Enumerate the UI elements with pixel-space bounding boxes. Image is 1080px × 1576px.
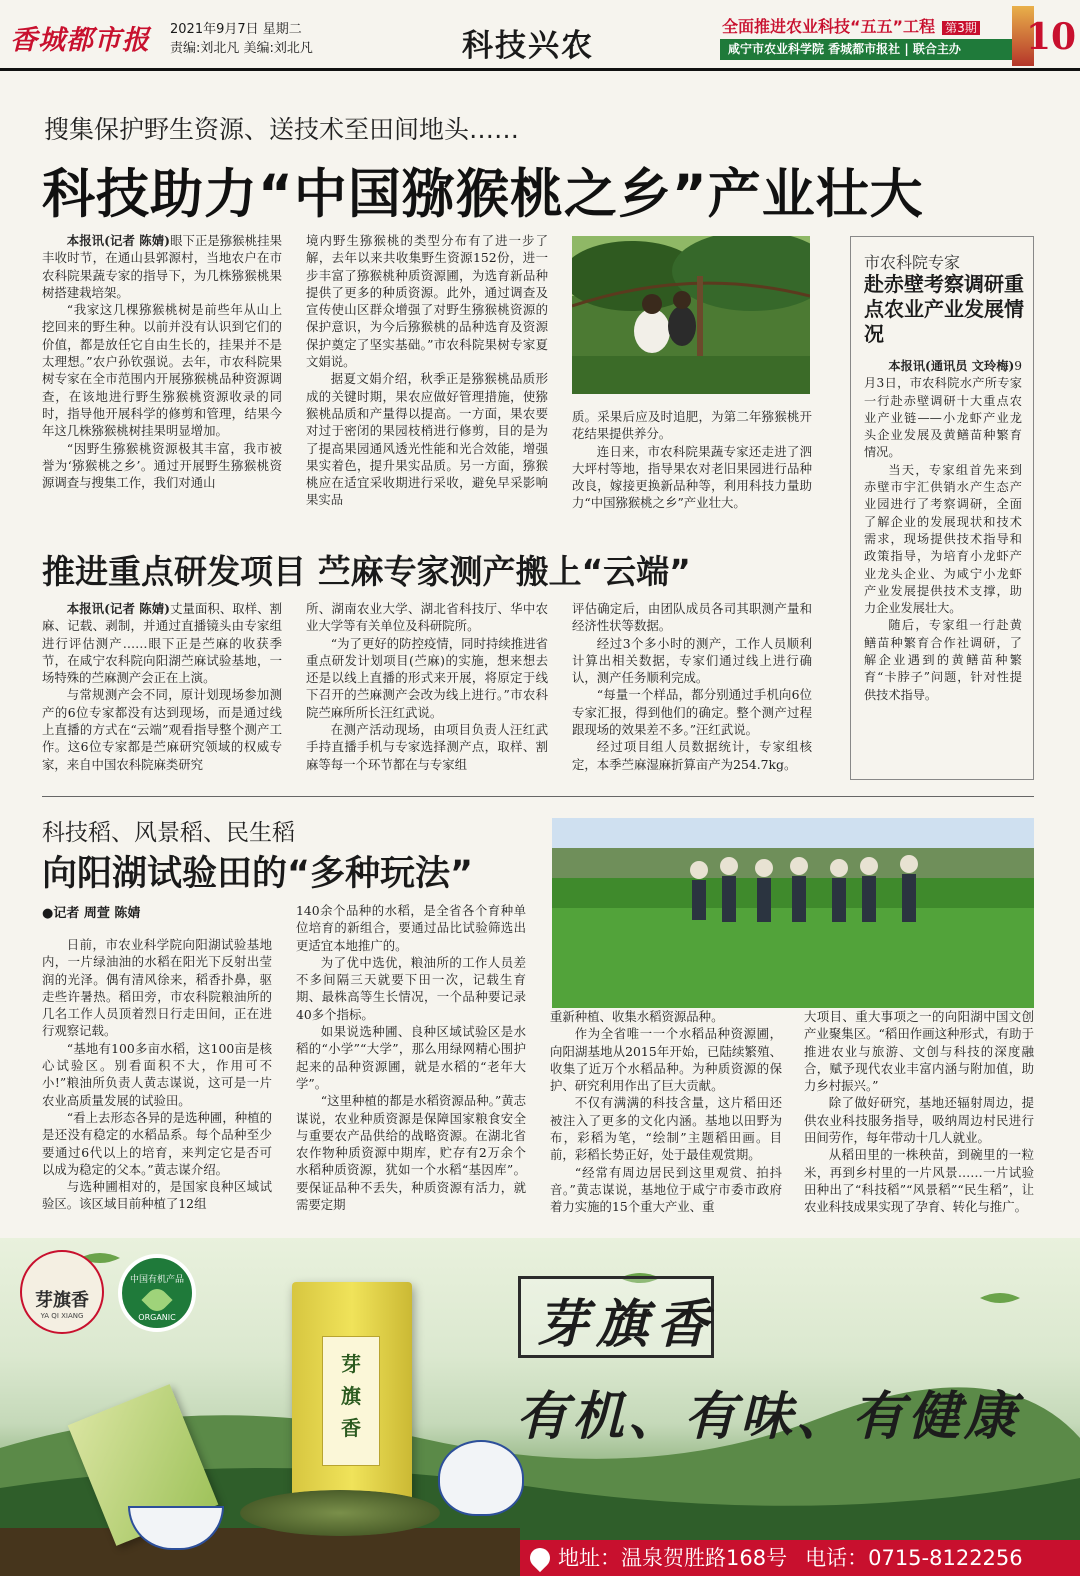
story3-p8: “这里种植的都是水稻资源品种。”黄志谋说，农业种质资源是保障国家粮食安全与重要农产品供给的战略资源。在湖北省农作物种质资源中期库，贮存有2万余个水稻种质资源，犹如一个水稻“基因库”。要保证品种不丢失，种质资源有活力，就需要定期 bbox=[296, 1093, 526, 1213]
story2-p5: 在测产活动现场，由项目负责人汪红武手持直播手机与专家选择测产点，取样、割麻等每一个环节都在与专家组 bbox=[306, 722, 548, 772]
organic-seal-text: 中国有机产品 bbox=[129, 1275, 184, 1285]
story3-p11: 不仅有满满的科技含量，这片稻田还被注入了更多的文化内涵。基地以田野为布，彩稻为笔，“绘制”主题稻田画。目前，彩稻长势正好，处于最佳观赏期。 bbox=[550, 1095, 782, 1163]
story3-p2: “基地有100多亩水稻，这100亩是核心试验区。别看面积不大，作用可不小!”粮油所负责人黄志谋说，这可是一片农业高质量发展的试验田。 bbox=[42, 1040, 272, 1108]
organic-certification-seal bbox=[118, 1254, 196, 1332]
story2-col2 bbox=[306, 600, 548, 778]
story3-p3: “看上去形态各异的是选种圃，种植的是还没有稳定的水稻品系。每个品种至少要通过6代以上的培育，来判定它是否可以成为稳定的父本。”黄志谋介绍。 bbox=[42, 1109, 272, 1177]
story1-p1: 眼下正是猕猴桃挂果丰收时节，在通山县郭源村，当地农户在市农科院果蔬专家的指导下，为几株猕猴桃果树搭建栽培架。 bbox=[42, 233, 282, 300]
story3-col3 bbox=[550, 1008, 782, 1222]
masthead-paper-logo: 香城都市报 bbox=[10, 25, 150, 56]
story3-p10: 作为全省唯一一个水稻品种资源圃，向阳湖基地从2015年开始，已陆续繁殖、收集了近万个水稻品种。为种质资源的保护、研究利用作出了巨大贡献。 bbox=[550, 1026, 782, 1094]
masthead-editors: 责编:刘北凡 美编:刘北凡 bbox=[170, 41, 313, 56]
story2-col1 bbox=[42, 600, 282, 778]
story2-p1: 丈量面积、取样、割麻、记载、剥制，并通过直播镜头由专家组进行评估测产……眼下正是苎麻的收获季节，在咸宁农科院向阳湖苎麻试验基地，一场特殊的苎麻测产会正在上演。 bbox=[42, 601, 282, 686]
story3-p5: 140余个品种的水稻，是全省各个育种单位培育的新组合，要通过品比试验筛选出更适宜本地推广的。 bbox=[296, 903, 526, 953]
story3-byline: ●记者 周萱 陈婧 bbox=[42, 906, 141, 921]
brand-logo-seal bbox=[20, 1250, 104, 1334]
organic-seal-en: ORGANIC bbox=[138, 1313, 176, 1322]
page-number: 10 bbox=[1026, 16, 1077, 58]
tea-leaves-pile bbox=[240, 1490, 440, 1536]
story1-p4: 境内野生猕猴桃的类型分布有了进一步了解，去年以来共收集野生资源152份，进一步丰富了猕猴桃种质资源圃，为选育新品种提供了更多的种质资源。此外，通过调查及宣传使山区群众增强了对野生猕猴桃资源的保护意识，为今后猕猴桃的品种选育及资源保护奠定了坚实基础。”市农科院果树专家夏文娟说。 bbox=[306, 233, 548, 370]
story2-col3 bbox=[572, 600, 812, 778]
sidebar-headline: 赴赤壁考察调研重点农业产业发展情况 bbox=[864, 272, 1024, 346]
organic-leaf-icon bbox=[141, 1284, 172, 1315]
story2-p6: 评估确定后，由团队成员各司其职测产量和经济性状等数据。 bbox=[572, 601, 812, 634]
rice-field-illustration bbox=[552, 818, 1034, 1008]
sidebar-p3: 随后，专家组一行赴黄鳝苗种繁育合作社调研，了解企业遇到的黄鳝苗种繁育“卡脖子”问题，针对性提供技术指导。 bbox=[864, 618, 1022, 702]
story3-p4: 与选种圃相对的，是国家良种区域试验区。该区域目前种植了12组 bbox=[42, 1179, 272, 1212]
story1-p6: 质。采果后应及时追肥，为第二年猕猴桃开花结果提供养分。 bbox=[572, 409, 812, 442]
story1-col3 bbox=[572, 408, 812, 520]
story1-col1 bbox=[42, 232, 282, 520]
story2-p3: 所、湖南农业大学、湖北省科技厅、华中农业大学等有关单位及科研院所。 bbox=[306, 601, 548, 634]
banner-title: 全面推进农业科技“五五”工程 bbox=[722, 17, 936, 36]
sidebar-p2: 当天，专家组首先来到赤壁市宇汇供销水产生态产业园进行了考察调研，全面了解企业的发展现状和技术需求，现场提供技术指导和政策指导，为培育小龙虾产业龙头企业、为咸宁小龙虾产业发展提供技术支撑，助力企业发展壮大。 bbox=[864, 462, 1022, 616]
story2-p7: 经过3个多小时的测产，工作人员顺利计算出相关数据，专家们通过线上进行确认，测产任务顺利完成。 bbox=[572, 635, 812, 686]
sidebar-p1: 9月3日，市农科院水产所专家一行赴赤壁调研十大重点农业产业链——小龙虾产业龙头企业发展及黄鳝苗种繁育情况。 bbox=[864, 359, 1022, 460]
story2-byline: 本报讯(记者 陈婧) bbox=[66, 601, 171, 616]
story1-byline: 本报讯(记者 陈婧) bbox=[66, 233, 171, 248]
ad-slogan: 有机、有味、有健康 bbox=[516, 1386, 1021, 1447]
ad-contact-bar bbox=[520, 1540, 1080, 1576]
story1-p7: 连日来，市农科院果蔬专家还走进了泗大坪村等地，指导果农对老旧果园进行品种改良，嫁接更换新品种等，利用科技力量助力“中国猕猴桃之乡”产业壮大。 bbox=[572, 443, 812, 511]
masthead-rule bbox=[0, 68, 1080, 71]
tea-box-label: 芽旗香 bbox=[341, 1352, 361, 1440]
story1-p5: 据夏文娟介绍，秋季正是猕猴桃品质形成的关键时期，果农应做好管理措施，使猕猴桃品质和产量得以提高。一方面，果农要对过于密闭的果园枝梢进行修剪，目的是为了提高果园通风透光性能和光合效能，增强果实着色，提升果实品质。另一方面，猕猴桃应在适宜采收期进行采收，避免早采影响果实品 bbox=[306, 371, 548, 508]
ad-phone: 电话：0715-8122256 bbox=[805, 1546, 1023, 1570]
story3-p1: 日前，市农业科学院向阳湖试验基地内，一片绿油油的水稻在阳光下反射出莹润的光泽。偶有清风徐来，稻香扑鼻，驱走些许暑热。稻田旁，市农科院粮油所的几名工作人员顶着烈日行走田间，正在进行观察记载。 bbox=[42, 937, 272, 1039]
section-title: 科技兴农 bbox=[462, 28, 594, 64]
banner-title-block bbox=[722, 14, 1012, 37]
story2-p9: 经过项目组人员数据统计，专家组核定，本季苎麻湿麻折算亩产为254.7kg。 bbox=[572, 739, 812, 772]
banner-sub: 咸宁市农业科学院 香城都市报社 | 联合主办 bbox=[720, 39, 1012, 60]
story1-col2 bbox=[306, 232, 548, 520]
ad-brand-name: 芽旗香 bbox=[536, 1294, 717, 1355]
rice-field-photo bbox=[552, 818, 1034, 1008]
tea-box-yellow bbox=[292, 1282, 412, 1508]
story3-p12: “经常有周边居民到这里观赏、拍抖音。”黄志谋说，基地位于咸宁市委市政府着力实施的15个重大产业、重 bbox=[550, 1164, 782, 1215]
story3-headline: 向阳湖试验田的“多种玩法” bbox=[42, 854, 474, 894]
story3-p13: 大项目、重大事项之一的向阳湖中国文创产业聚集区。“稻田作画这种形式，有助于推进农业与旅游、文创与科技的深度融合，赋予现代农业丰富内涵与附加值，助力乡村振兴。” bbox=[804, 1009, 1034, 1094]
story1-headline: 科技助力“中国猕猴桃之乡”产业壮大 bbox=[42, 164, 924, 225]
story3-col4 bbox=[804, 1008, 1034, 1222]
banner-issue-badge: 第3期 bbox=[942, 21, 980, 35]
story3-p6: 为了优中选优，粮油所的工作人员差不多间隔三天就要下田一次，记载生育期、最株高等生长情况，一个品种要记录40多个指标。 bbox=[296, 954, 526, 1022]
section-divider bbox=[42, 796, 1034, 797]
story3-p15: 从稻田里的一株秧苗，到碗里的一粒米，再到乡村里的一片风景……一片试验田种出了“科技稻”“风景稻”“民生稻”，让农业科技成果实现了孕育、转化与推广。 bbox=[804, 1147, 1034, 1215]
story3-col1 bbox=[42, 936, 272, 1222]
brand-logo-pinyin: YA QI XIANG bbox=[40, 1312, 84, 1320]
location-icon bbox=[526, 1544, 554, 1572]
story3-p9: 重新种植、收集水稻资源品种。 bbox=[550, 1009, 724, 1024]
brand-logo-text: 芽旗香 bbox=[35, 1290, 89, 1311]
story3-kicker: 科技稻、风景稻、民生稻 bbox=[42, 820, 295, 846]
kiwi-orchard-illustration bbox=[572, 236, 810, 394]
story2-p2: 与常规测产会不同，原计划现场参加测产的6位专家都没有达到现场，而是通过线上直播的方式在“云端”观看指导整个测产工作。这6位专家都是苎麻研究领域的权威专家，来自中国农科院麻类研究 bbox=[42, 687, 282, 772]
sidebar-kicker: 市农科院专家 bbox=[864, 253, 961, 272]
story3-col2 bbox=[296, 902, 526, 1222]
sidebar-byline: 本报讯(通讯员 文玲梅) bbox=[888, 359, 1015, 373]
tea-pot-blue-white bbox=[438, 1440, 524, 1516]
sidebar-body bbox=[864, 358, 1022, 768]
story2-p8: “每量一个样品，都分别通过手机向6位专家汇报，得到他们的确定。整个测产过程跟现场的效果差不多。”汪红武说。 bbox=[572, 687, 812, 738]
masthead-date: 2021年9月7日 星期二 bbox=[170, 22, 302, 37]
ad-address: 地址：温泉贺胜路168号 bbox=[558, 1546, 788, 1570]
story2-p4: “为了更好的防控疫情，同时持续推进省重点研发计划项目(苎麻)的实施，想来想去还是以线上直播的形式来开展，将原定于线下召开的苎麻测产会改为线上进行。”市农科院苎麻所所长汪红武说。 bbox=[306, 635, 548, 720]
story3-p7: 如果说选种圃、良种区域试验区是水稻的“小学”“大学”，那么用绿网精心围护起来的品种资源圃，就是水稻的“老年大学”。 bbox=[296, 1024, 526, 1091]
story2-headline: 推进重点研发项目 苎麻专家测产搬上“云端” bbox=[42, 552, 691, 591]
story1-p3: “因野生猕猴桃资源极其丰富，我市被誉为‘猕猴桃之乡’。通过开展野生猕猴桃资源调查与搜集工作，我们对通山 bbox=[42, 440, 282, 491]
story1-p2: “我家这几棵猕猴桃树是前些年从山上挖回来的野生种。以前并没有认识到它们的价值，都是放任它自由生长的，挂果并不是太理想。”农户孙钦强说。去年，市农科院果树专家在全市范围内开展猕猴桃品种资源调查，在该地进行野生猕猴桃资源收录的同时，指导他开展科学的修剪和管理，结果今年这几株猕猴桃树挂果明显增加。 bbox=[42, 302, 282, 439]
story1-kicker: 搜集保护野生资源、送技术至田间地头…… bbox=[44, 115, 520, 144]
story3-p14: 除了做好研究，基地还辐射周边，提供农业科技服务指导，吸纳周边村民进行田间劳作，每年带动十几人就业。 bbox=[804, 1095, 1034, 1146]
kiwi-orchard-photo bbox=[572, 236, 810, 394]
